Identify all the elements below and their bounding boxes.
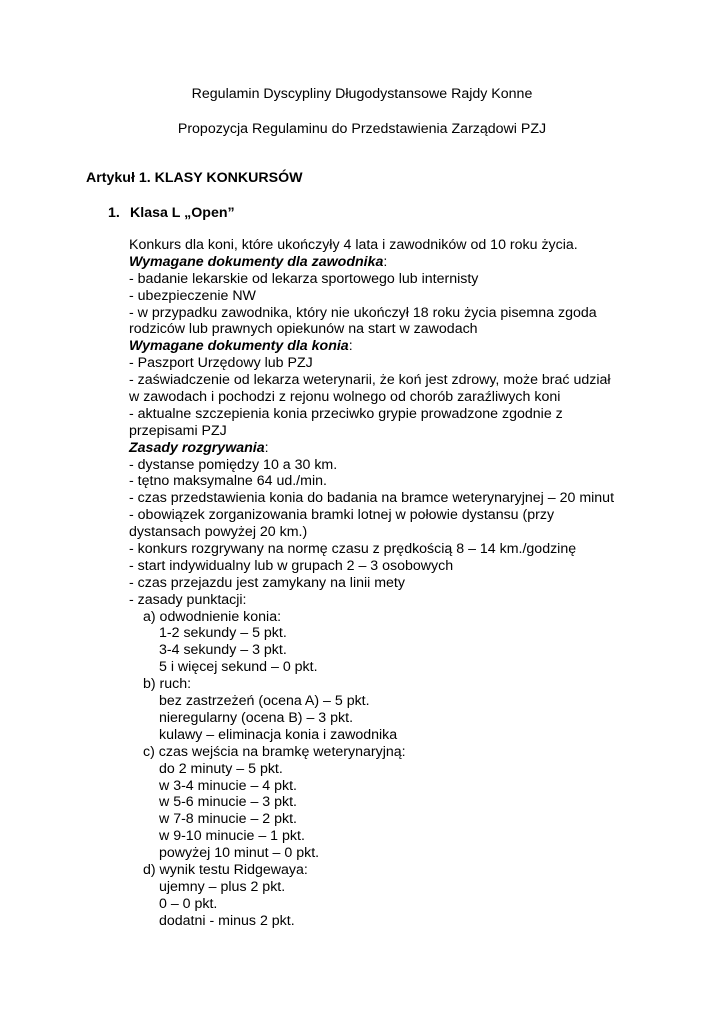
line-text: w 5-6 minucie – 3 pkt.	[159, 794, 297, 811]
line-text: 5 i więcej sekund – 0 pkt.	[159, 659, 318, 676]
text-line	[129, 457, 649, 474]
line-text: kulawy – eliminacja konia i zawodnika	[159, 726, 398, 743]
section-subheading	[129, 338, 649, 355]
line-text: d) wynik testu Ridgewaya:	[143, 861, 308, 878]
line-text: - start indywidualny lub w grupach 2 – 3 osobowych	[129, 557, 454, 574]
text-line	[129, 288, 649, 305]
line-text: dystansach powyżej 20 km.)	[129, 524, 308, 541]
line-text: rodziców lub prawnych opiekunów na start w zawodach	[129, 321, 478, 338]
line-suffix: :	[264, 439, 269, 456]
text-line	[129, 845, 649, 862]
text-line	[129, 558, 649, 575]
line-text: Wymagane dokumenty dla konia	[129, 338, 349, 355]
text-line	[129, 811, 649, 828]
section-subheading	[129, 440, 649, 457]
text-line	[129, 609, 649, 626]
text-line	[129, 389, 649, 406]
line-text: ujemny – plus 2 pkt.	[159, 878, 286, 895]
text-line	[129, 423, 649, 440]
line-text: - konkurs rozgrywany na normę czasu z prędkością 8 – 14 km./godzinę	[129, 541, 577, 558]
text-line	[129, 642, 649, 659]
text-line	[129, 625, 649, 642]
text-line	[129, 507, 649, 524]
text-line	[129, 778, 649, 795]
line-text: - tętno maksymalne 64 ud./min.	[129, 473, 327, 490]
line-text: w 3-4 minucie – 4 pkt.	[159, 777, 297, 794]
line-text: Wymagane dokumenty dla zawodnika	[129, 253, 384, 270]
text-line	[129, 828, 649, 845]
text-line	[129, 490, 649, 507]
text-line	[129, 237, 649, 254]
document-title: Regulamin Dyscypliny Długodystansowe Rajdy Konne	[191, 86, 533, 102]
line-text: - Paszport Urzędowy lub PZJ	[129, 355, 313, 372]
line-text: w zawodach i pochodzi z rejonu wolnego od chorób zaraźliwych koni	[129, 389, 561, 406]
text-line	[129, 659, 649, 676]
text-line	[129, 406, 649, 423]
text-line	[129, 355, 649, 372]
line-text: - zaświadczenie od lekarza weterynarii, że koń jest zdrowy, może brać udział	[129, 372, 611, 389]
line-text: - dystanse pomiędzy 10 a 30 km.	[129, 456, 338, 473]
class-heading	[108, 205, 235, 222]
regulation-body	[129, 237, 649, 930]
line-text: - czas przedstawienia konia do badania na bramce weterynaryjnej – 20 minut	[129, 490, 615, 507]
text-line	[129, 473, 649, 490]
class-label: Klasa L „Open”	[130, 205, 235, 221]
line-text: - aktualne szczepienia konia przeciwko grypie prowadzone zgodnie z	[129, 405, 563, 422]
line-text: bez zastrzeżeń (ocena A) – 5 pkt.	[159, 693, 370, 710]
text-line	[129, 761, 649, 778]
class-number: 1.	[108, 205, 120, 221]
line-suffix: :	[383, 253, 388, 270]
line-text: w 9-10 minucie – 1 pkt.	[159, 828, 305, 845]
line-suffix: :	[348, 338, 353, 355]
line-text: do 2 minuty – 5 pkt.	[159, 760, 283, 777]
text-line	[129, 794, 649, 811]
text-line	[129, 727, 649, 744]
text-line	[129, 862, 649, 879]
line-text: - czas przejazdu jest zamykany na linii mety	[129, 574, 405, 591]
document-subtitle: Propozycja Regulaminu do Przedstawienia Zarządowi PZJ	[177, 121, 547, 137]
line-text: 1-2 sekundy – 5 pkt.	[159, 625, 287, 642]
article-heading: Artykuł 1. KLASY KONKURSÓW	[86, 170, 303, 186]
text-line	[129, 541, 649, 558]
text-line	[129, 372, 649, 389]
line-text: w 7-8 minucie – 2 pkt.	[159, 811, 297, 828]
text-line	[129, 744, 649, 761]
text-line	[129, 913, 649, 930]
line-text: powyżej 10 minut – 0 pkt.	[159, 845, 320, 862]
line-text: Konkurs dla koni, które ukończyły 4 lata i zawodników od 10 roku życia.	[129, 237, 578, 253]
line-text: dodatni - minus 2 pkt.	[159, 912, 295, 929]
line-text: b) ruch:	[143, 676, 192, 693]
line-text: 3-4 sekundy – 3 pkt.	[159, 642, 287, 659]
text-line	[129, 693, 649, 710]
line-text: c) czas wejścia na bramkę weterynaryjną:	[143, 743, 406, 760]
text-line	[129, 592, 649, 609]
line-text: - obowiązek zorganizowania bramki lotnej w połowie dystansu (przy	[129, 507, 555, 524]
text-line	[129, 710, 649, 727]
text-line	[129, 321, 649, 338]
text-line	[129, 676, 649, 693]
line-text: - badanie lekarskie od lekarza sportowego lub internisty	[129, 270, 479, 287]
text-line	[129, 896, 649, 913]
text-line	[129, 271, 649, 288]
text-line	[129, 575, 649, 592]
line-text: - ubezpieczenie NW	[129, 287, 256, 304]
text-line	[129, 305, 649, 322]
line-text: przepisami PZJ	[129, 422, 227, 439]
line-text: nieregularny (ocena B) – 3 pkt.	[159, 709, 354, 726]
line-text: - zasady punktacji:	[129, 591, 247, 608]
text-line	[129, 524, 649, 541]
line-text: Zasady rozgrywania	[129, 439, 265, 456]
section-subheading	[129, 254, 649, 271]
line-text: 0 – 0 pkt.	[159, 895, 218, 912]
text-line	[129, 879, 649, 896]
line-text: a) odwodnienie konia:	[143, 608, 282, 625]
line-text: - w przypadku zawodnika, który nie ukończył 18 roku życia pisemna zgoda	[129, 304, 597, 321]
